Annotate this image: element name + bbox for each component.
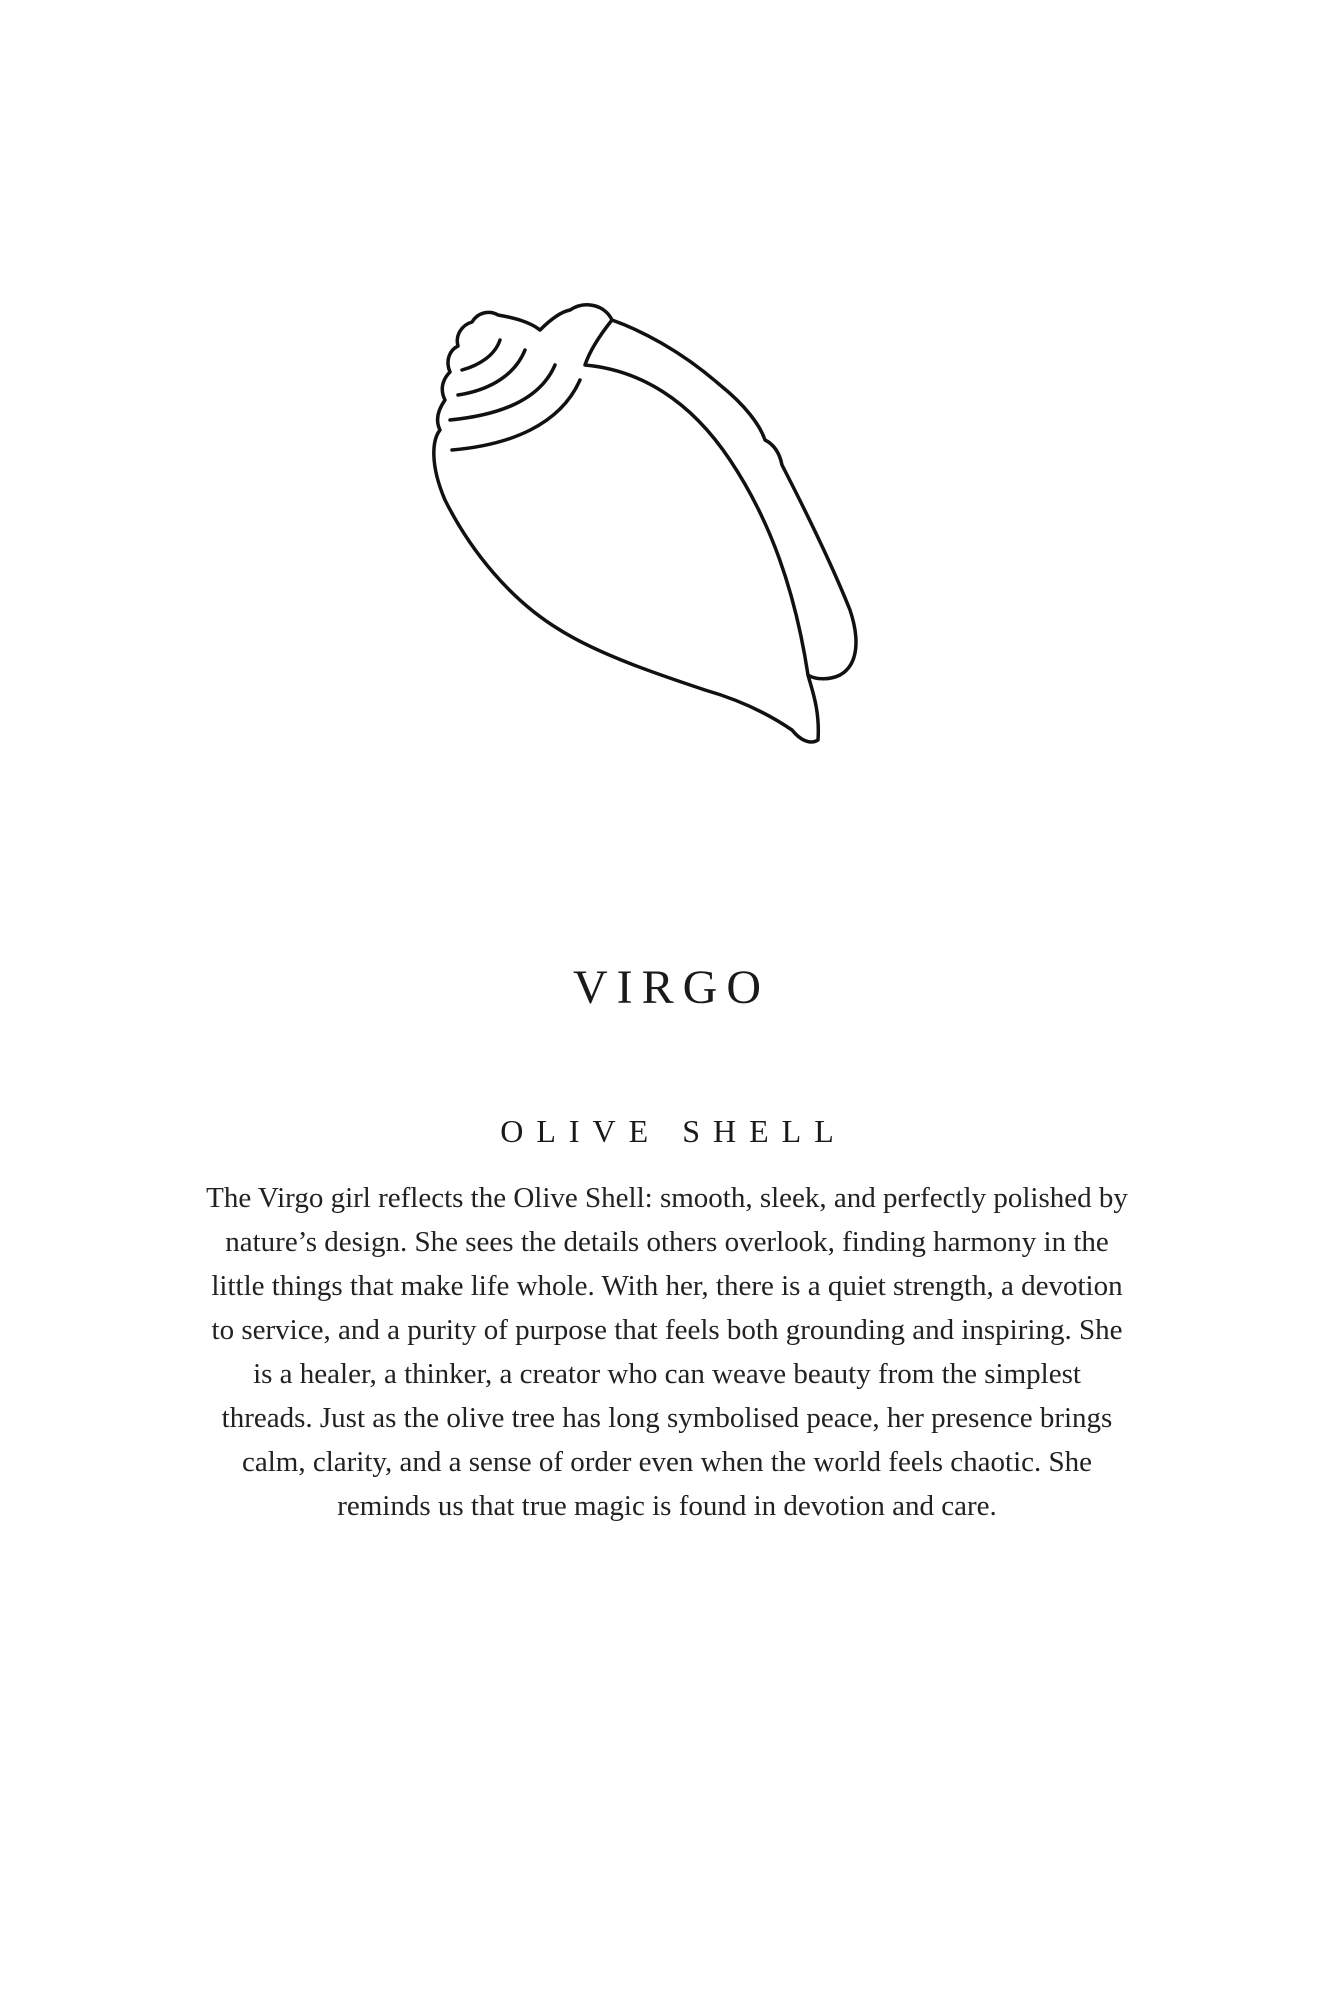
shell-outline bbox=[434, 305, 856, 742]
description-paragraph: The Virgo girl reflects the Olive Shell: smooth, sleek, and perfectly polished by nature’s design. She sees the details others overlook, finding harmony in the little things that make life whole. With her, there is a quiet strength, a devotion to service, and a purity of purpose that feels both grounding and inspiring. She is a healer, a thinker, a creator who can weave beauty from the simplest threads. Just as the olive tree has long symbolised peace, her presence brings calm, clarity, and a sense of order even when the world feels chaotic. She reminds us that true magic is found in devotion and care. bbox=[206, 1182, 1128, 1522]
shell-aperture bbox=[585, 320, 808, 675]
shell-name: OLIVE SHELL bbox=[500, 1113, 847, 1149]
shell-illustration-icon bbox=[400, 280, 880, 760]
shell-whorl-2 bbox=[458, 350, 525, 395]
shell-whorl-1 bbox=[462, 340, 500, 370]
sign-title: VIRGO bbox=[573, 961, 770, 1014]
